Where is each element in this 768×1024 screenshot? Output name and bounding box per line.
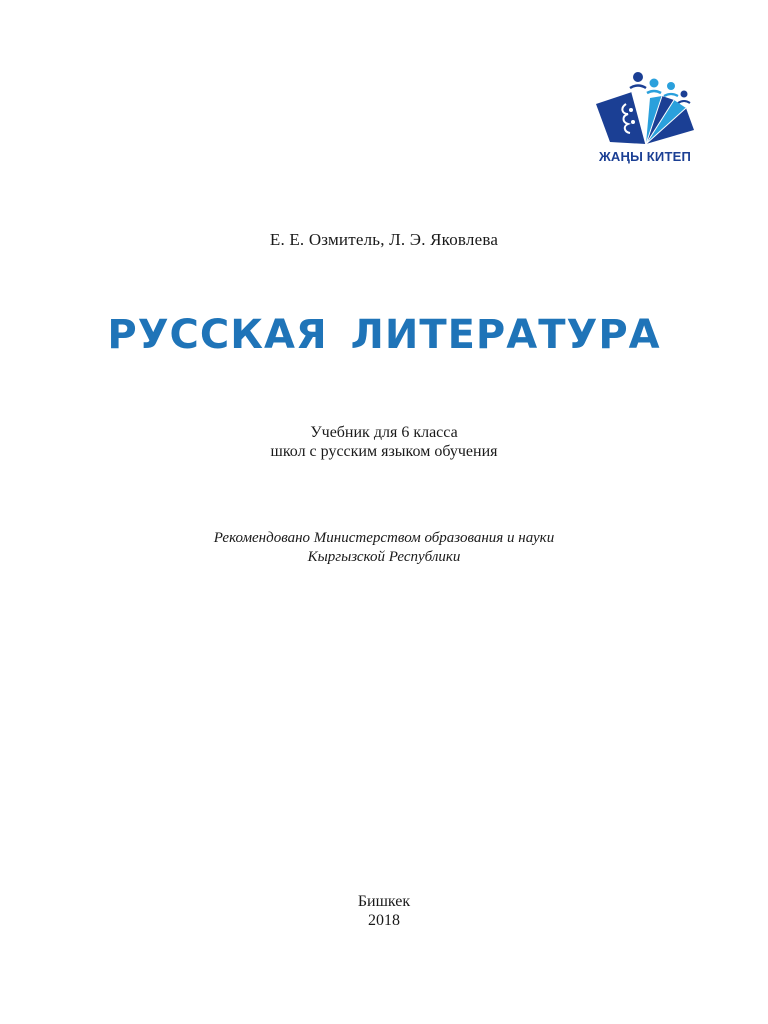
publisher-logo bbox=[590, 66, 700, 172]
book-title: РУССКАЯ ЛИТЕРАТУРА bbox=[107, 312, 661, 358]
recommendation-line-1: Рекомендовано Министерством образования и науки bbox=[213, 530, 555, 546]
publisher-name: ЖАҢЫ КИТЕП bbox=[598, 149, 692, 164]
recommendation-line-2: Кыргызской Республики bbox=[307, 549, 461, 565]
imprint bbox=[0, 892, 768, 930]
book-subtitle bbox=[0, 423, 768, 461]
book-authors: Е. Е. Озмитель, Л. Э. Яковлева bbox=[269, 230, 499, 249]
subtitle-line-2: школ с русским языком обучения bbox=[270, 443, 498, 460]
subtitle-line-1: Учебник для 6 класса bbox=[310, 424, 458, 441]
ministry-recommendation bbox=[0, 529, 768, 567]
open-book-with-figures-icon bbox=[590, 66, 700, 150]
imprint-city: Бишкек bbox=[357, 893, 411, 910]
imprint-year: 2018 bbox=[368, 912, 400, 929]
